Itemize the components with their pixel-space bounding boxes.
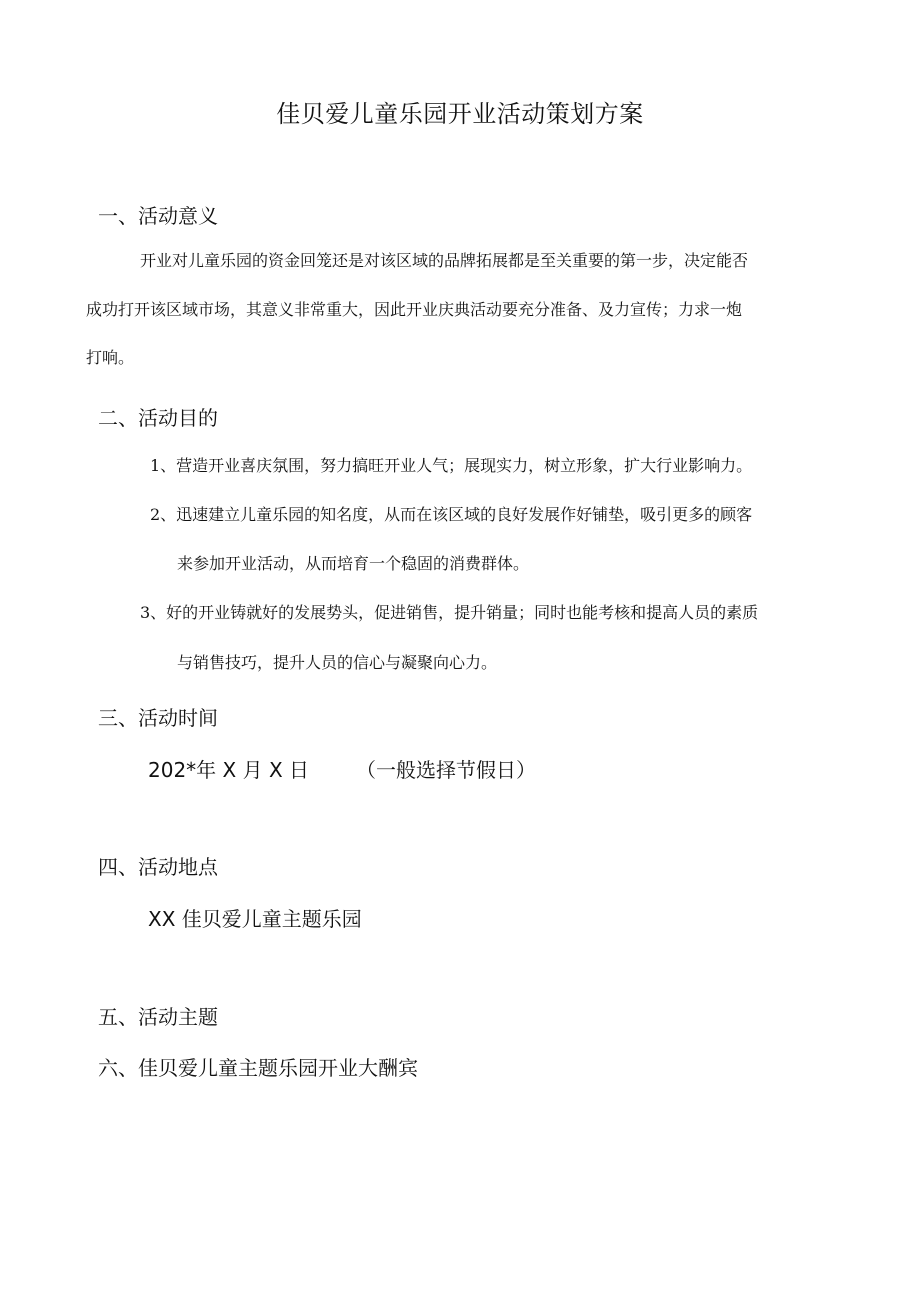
list-item-2-continued: 来参加开业活动，从而培育一个稳固的消费群体。 <box>177 554 530 573</box>
paragraph-line-2: 成功打开该区域市场，其意义非常重大，因此开业庆典活动要充分准备、及力宣传；力求一炮 <box>86 300 743 319</box>
list-item-3-continued: 与销售技巧，提升人员的信心与凝聚向心力。 <box>177 653 498 672</box>
document-title: 佳贝爱儿童乐园开业活动策划方案 <box>276 100 644 128</box>
paragraph-line-1: 开业对儿童乐园的资金回笼还是对该区域的品牌拓展都是至关重要的第一步，决定能否 <box>140 251 749 270</box>
section-heading-2: 二、活动目的 <box>98 406 218 430</box>
list-item-1: 1、营造开业喜庆氛围，努力搞旺开业人气；展现实力，树立形象，扩大行业影响力。 <box>150 456 753 475</box>
list-item-2: 2、迅速建立儿童乐园的知名度，从而在该区域的良好发展作好铺垫，吸引更多的顾客 <box>150 505 753 524</box>
section-heading-3: 三、活动时间 <box>98 706 218 730</box>
event-place: XX 佳贝爱儿童主题乐园 <box>148 907 362 931</box>
section-heading-6: 六、佳贝爱儿童主题乐园开业大酬宾 <box>98 1056 418 1080</box>
event-date-note: （一般选择节假日） <box>356 758 536 782</box>
paragraph-line-3: 打响。 <box>86 348 135 367</box>
section-heading-5: 五、活动主题 <box>98 1005 218 1029</box>
section-heading-4: 四、活动地点 <box>98 855 218 879</box>
list-item-3: 3、好的开业铸就好的发展势头，促进销售，提升销量；同时也能考核和提高人员的素质 <box>140 603 759 622</box>
event-date: 202*年 X 月 X 日 <box>148 758 310 782</box>
section-heading-1: 一、活动意义 <box>98 204 218 228</box>
